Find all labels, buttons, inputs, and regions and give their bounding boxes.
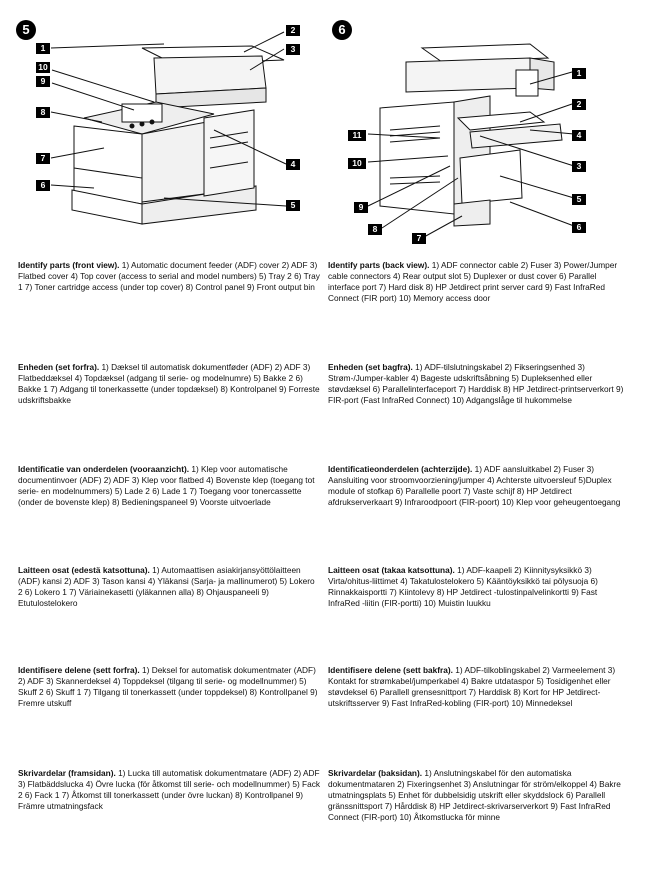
section-body: 1) ADF connector cable 2) Fuser 3) Power/Jumper cable connectors 4) Rear output slot 5) Duplexer or dust cover 6) Parallel interface port 7) Hard disk 8) HP Jetdirect print server card 9) Fast InfraRed Connect (FIR port) 10) Memory access door — [328, 260, 618, 303]
section-heading: Skrivardelar (framsidan). — [18, 768, 116, 778]
callout-label: 9 — [354, 202, 368, 213]
section-da-front — [18, 362, 320, 406]
callout-label: 6 — [36, 180, 50, 191]
callout-label: 1 — [572, 68, 586, 79]
section-heading: Identifisere delene (sett bakfra). — [328, 665, 453, 675]
section-body: 1) Automatic document feeder (ADF) cover 2) ADF 3) Flatbed cover 4) Top cover (access to serial and model numbers) 5) Tray 2 6) Tray 1 7) Toner cartridge access (under top cover) 8) Control panel 9) Front output bin — [18, 260, 320, 292]
front-view-figure — [14, 18, 314, 250]
callout-label: 3 — [286, 44, 300, 55]
section-sv-front — [18, 768, 320, 812]
callout-label: 2 — [572, 99, 586, 110]
section-no-back — [328, 665, 630, 709]
callout-label: 9 — [36, 76, 50, 87]
section-nl-back — [328, 464, 630, 508]
section-nl-front — [18, 464, 320, 508]
section-heading: Identify parts (front view). — [18, 260, 120, 270]
front-view-illustration — [14, 18, 314, 250]
section-body: 1) ADF-tilslutningskabel 2) Fikseringsenhed 3) Strøm-/Jumper-kabler 4) Bageste udskriftsåbning 5) Dupleksenhed eller støvdæksel 6) Parallelinterfaceport 7) Harddisk 8) HP Jetdirect-printserverkort 9) FIR-port (Fast InfraRed Connect) 10) Adgangslåge til hukommelse — [328, 362, 624, 405]
section-heading: Enheden (set forfra). — [18, 362, 100, 372]
section-body: 1) ADF aansluitkabel 2) Fuser 3) Aansluiting voor stroomvoorziening/jumper 4) Achterste uitvoersleuf 5)Duplex module of stofkap 6) Parallelle poort 7) Vaste schijf 8) HP Jetdirect afdrukserverkaart 9) Infraroodpoort (FIR-poort) 10) Klep voor geheugentoegang — [328, 464, 621, 507]
back-view-figure — [330, 18, 630, 250]
section-heading: Identificatieonderdelen (achterzijde). — [328, 464, 473, 474]
callout-label: 7 — [412, 233, 426, 244]
section-heading: Laitteen osat (edestä katsottuna). — [18, 565, 150, 575]
section-sv-back — [328, 768, 630, 823]
section-no-front — [18, 665, 320, 709]
section-heading: Identifisere delene (sett forfra). — [18, 665, 140, 675]
section-da-back — [328, 362, 630, 406]
callout-label: 6 — [572, 222, 586, 233]
section-body: 1) Automaattisen asiakirjansyöttölaitteen (ADF) kansi 2) ADF 3) Tason kansi 4) Yläkansi (Sarja- ja mallinumerot) 5) Lokero 2 6) Lokero 1 7) Väriainekasetti (yläkannen alla) 8) Ohjauspaneeli 9) Etutulostelokero — [18, 565, 315, 608]
callout-label: 2 — [286, 25, 300, 36]
section-body: 1) Klep voor automatische documentinvoer (ADF) 2) ADF 3) Klep voor flatbed 4) Bovenste klep (toegang tot serie- en modelnummers) 5) Lade 2 6) Lade 1 7) Toegang voor tonercassette (onder de bovenste klep) 8) Bedieningspaneel 9) Voorste uitvoerlade — [18, 464, 315, 507]
callout-label: 10 — [348, 158, 366, 169]
section-body: 1) Lucka till automatisk dokumentmatare (ADF) 2) ADF 3) Flatbäddslucka 4) Övre lucka (för åtkomst till serie- och modellnummer) 5) Fack 2 6) Fack 1 7) Åtkomst till tonerkassett (under övre luckan) 8) Kontrollpanel 9) Främre utmatningsfack — [18, 768, 321, 811]
section-heading: Laitteen osat (takaa katsottuna). — [328, 565, 455, 575]
section-heading: Skrivardelar (baksidan). — [328, 768, 423, 778]
callout-label: 5 — [286, 200, 300, 211]
section-body: 1) Anslutningskabel för den automatiska dokumentmataren 2) Fixeringsenhet 3) Anslutningar för ström/elkoppel 4) Bakre utmatningsplats 5) Enhet för dubbelsidig utskrift eller skyddslock 6) Parallell gränssnittsport 7) Hårddisk 8) HP Jetdirect-skrivarserverkort 9) Fast InfraRed Connect (FIR-port) 10) Åtkomstlucka för minne — [328, 768, 621, 822]
callout-label: 1 — [36, 43, 50, 54]
section-body: 1) ADF-kaapeli 2) Kiinnitysyksikkö 3) Virta/ohitus-liittimet 4) Takatulostelokero 5) Kääntöyksikkö tai pölysuoja 6) Rinnakkaisportti 7) Kiintolevy 8) HP Jetdirect -tulostinpalvelinkortti 9) Fast InfraRed -liitin (FIR-portti) 10) Muistin luukku — [328, 565, 598, 608]
callout-label: 10 — [36, 62, 50, 73]
section-heading: Enheden (set bagfra). — [328, 362, 413, 372]
callout-label: 11 — [348, 130, 366, 141]
callout-label: 4 — [286, 159, 300, 170]
section-fi-front — [18, 565, 320, 609]
section-body: 1) Dæksel til automatisk dokumentføder (ADF) 2) ADF 3) Flatbeddæksel 4) Topdæksel (adgang til serie- og modelnumre) 5) Bakke 2 6) Bakke 1 7) Adgang til tonerkassette (under topdæksel) 8) Kontrolpanel 9) Forreste udskriftsbakke — [18, 362, 320, 405]
section-body: 1) Deksel for automatisk dokumentmater (ADF) 2) ADF 3) Skannerdeksel 4) Toppdeksel (tilgang til serie- og modellnummer) 5) Skuff 2 6) Skuff 1 7) Tilgang til tonerkassett (under toppdeksel) 8) Kontrollpanel 9) Fremre utskuff — [18, 665, 318, 708]
callout-label: 4 — [572, 130, 586, 141]
section-heading: Identify parts (back view). — [328, 260, 430, 270]
figure-number-badge: 6 — [332, 20, 352, 40]
callout-label: 8 — [368, 224, 382, 235]
callout-label: 5 — [572, 194, 586, 205]
callout-label: 8 — [36, 107, 50, 118]
section-fi-back — [328, 565, 630, 609]
section-heading: Identificatie van onderdelen (vooraanzicht). — [18, 464, 190, 474]
section-en-front — [18, 260, 320, 293]
section-en-back — [328, 260, 630, 304]
callout-label: 3 — [572, 161, 586, 172]
section-body: 1) ADF-tilkoblingskabel 2) Varmeelement 3) Kontakt for strømkabel/jumperkabel 4) Bakre utdataspor 5) Tosidigenhet eller støvdeksel 6) Parallell grensesnittport 7) Harddisk 8) Kort for HP Jetdirect-utskriftsserver 9) Fast InfraRed-kobling (FIR-port) 10) Minnedeksel — [328, 665, 616, 708]
figure-number-badge: 5 — [16, 20, 36, 40]
callout-label: 7 — [36, 153, 50, 164]
